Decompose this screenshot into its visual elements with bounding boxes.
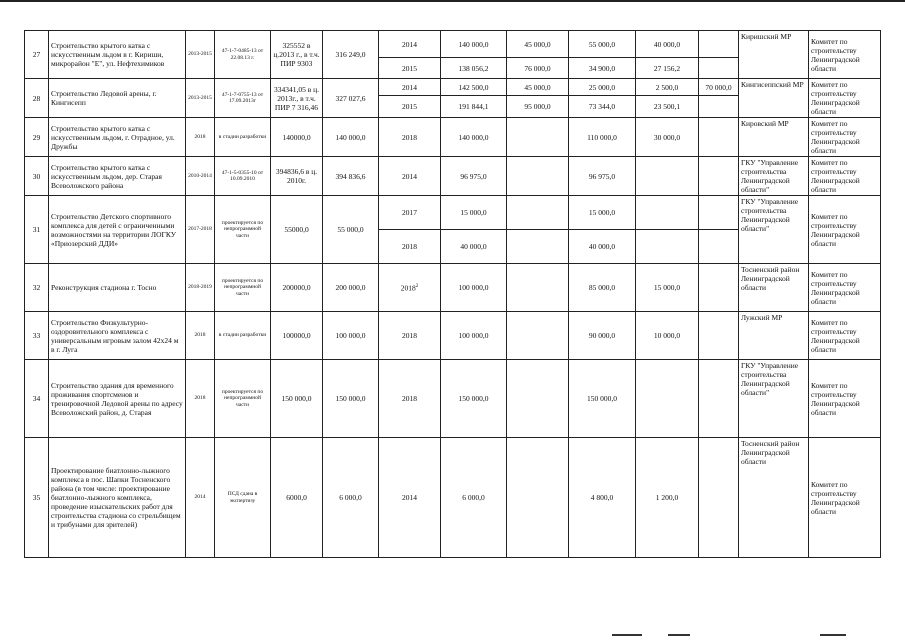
funding-other <box>699 31 739 58</box>
total-cost: 55 000,0 <box>323 196 379 264</box>
expertise-info: 47-1-7-0485-13 от 22.08.13 г. <box>215 31 271 79</box>
funding-other <box>699 58 739 79</box>
object-name: Строительство Детского спортивного комплекса для детей с ограниченными возможностями на территории ЛОГКУ «Приозерский ДДИ» <box>49 196 186 264</box>
funding-federal <box>507 438 569 558</box>
funding-local: 27 156,2 <box>636 58 699 79</box>
year-sum: 100 000,0 <box>441 264 507 312</box>
construction-period: 2018 <box>186 312 215 360</box>
total-cost: 327 027,6 <box>323 79 379 118</box>
table-row <box>25 118 881 157</box>
row-number: 27 <box>25 31 49 79</box>
funding-regional: 85 000,0 <box>569 264 636 312</box>
object-name: Строительство здания для временного проживания спортсменов и тренировочной Ледовой арены по адресу Всеволожский район, д. Старая <box>49 360 186 438</box>
table-row <box>25 312 881 360</box>
estimate-cost: 200000,0 <box>271 264 323 312</box>
state-customer: Комитет по строительству Ленинградской области <box>809 157 881 196</box>
year <box>379 157 441 196</box>
construction-period: 2010-2014 <box>186 157 215 196</box>
year <box>379 31 441 58</box>
construction-period: 2018 <box>186 118 215 157</box>
state-customer: Комитет по строительству Ленинградской области <box>809 312 881 360</box>
year-sum: 40 000,0 <box>441 230 507 264</box>
funding-regional: 40 000,0 <box>569 230 636 264</box>
table-row <box>25 79 881 96</box>
estimate-cost: 6000,0 <box>271 438 323 558</box>
funding-federal: 76 000,0 <box>507 58 569 79</box>
estimate-cost: 394836,6 в ц. 2010г. <box>271 157 323 196</box>
table-row <box>25 157 881 196</box>
responsible-org: ГКУ "Управление строительства Ленинградской области" <box>739 196 809 264</box>
year-sum: 191 844,1 <box>441 96 507 118</box>
responsible-org: Лужский МР <box>739 312 809 360</box>
state-customer: Комитет по строительству Ленинградской области <box>809 264 881 312</box>
year-sum: 6 000,0 <box>441 438 507 558</box>
year-value: 2018 <box>402 394 417 403</box>
funding-other <box>699 438 739 558</box>
funding-federal <box>507 312 569 360</box>
construction-period: 2018 <box>186 360 215 438</box>
total-cost: 100 000,0 <box>323 312 379 360</box>
state-customer: Комитет по строительству Ленинградской области <box>809 196 881 264</box>
state-customer: Комитет по строительству Ленинградской области <box>809 31 881 79</box>
object-name: Строительство крытого катка с искусственным льдом в г. Кириши, микрорайон "Е", ул. Нефтехимиков <box>49 31 186 79</box>
row-number: 28 <box>25 79 49 118</box>
responsible-org: Тосненский район Ленинградской области <box>739 264 809 312</box>
funding-federal <box>507 264 569 312</box>
expertise-info: проектируется по непрограммной части <box>215 196 271 264</box>
funding-other: 70 000,0 <box>699 79 739 96</box>
total-cost: 394 836,6 <box>323 157 379 196</box>
year-sum: 96 975,0 <box>441 157 507 196</box>
funding-other <box>699 196 739 230</box>
object-name: Строительство крытого катка с искусственным льдом, дер. Старая Всеволожского района <box>49 157 186 196</box>
funding-local <box>636 230 699 264</box>
construction-period: 2014 <box>186 438 215 558</box>
funding-other <box>699 264 739 312</box>
object-name: Строительство Ледовой арены, г. Кингисепп <box>49 79 186 118</box>
funding-local: 1 200,0 <box>636 438 699 558</box>
year <box>379 58 441 79</box>
construction-period: 2017-2018 <box>186 196 215 264</box>
funding-local <box>636 360 699 438</box>
estimate-cost: 150 000,0 <box>271 360 323 438</box>
page-top-border <box>0 0 905 2</box>
table-row <box>25 31 881 58</box>
year <box>379 438 441 558</box>
total-cost: 316 249,0 <box>323 31 379 79</box>
total-cost: 140 000,0 <box>323 118 379 157</box>
year <box>379 230 441 264</box>
funding-other <box>699 157 739 196</box>
scan-mark <box>820 634 846 636</box>
funding-other <box>699 118 739 157</box>
row-number: 31 <box>25 196 49 264</box>
year-value: 2014 <box>402 82 417 92</box>
funding-local: 10 000,0 <box>636 312 699 360</box>
funding-regional: 15 000,0 <box>569 196 636 230</box>
year-value: 2015 <box>402 102 417 112</box>
estimate-cost: 55000,0 <box>271 196 323 264</box>
row-number: 29 <box>25 118 49 157</box>
row-number: 33 <box>25 312 49 360</box>
funding-local <box>636 157 699 196</box>
object-name: Проектирование биатлонно-лыжного комплекса в пос. Шапки Тосненского района (в том числе: проектирование биатлонно-лыжного комплекса, проведение изыскательских работ для строительства стадиона со стрельбищем и трибунами для зрителей) <box>49 438 186 558</box>
funding-federal <box>507 118 569 157</box>
responsible-org: ГКУ "Управление строительства Ленинградской области" <box>739 157 809 196</box>
funding-federal: 95 000,0 <box>507 96 569 118</box>
funding-federal: 45 000,0 <box>507 31 569 58</box>
state-customer: Комитет по строительству Ленинградской области <box>809 118 881 157</box>
funding-regional: 34 900,0 <box>569 58 636 79</box>
expertise-info: 47-1-5-0355-10 от 10.09.2010 <box>215 157 271 196</box>
construction-table <box>24 30 881 558</box>
funding-other <box>699 360 739 438</box>
year-value: 2014 <box>402 493 417 502</box>
year-value: 2018 <box>402 242 417 251</box>
year <box>379 96 441 118</box>
year <box>379 360 441 438</box>
expertise-info: проектируется по непрограммной части <box>215 264 271 312</box>
funding-local: 23 500,1 <box>636 96 699 118</box>
table-row <box>25 264 881 312</box>
funding-federal <box>507 196 569 230</box>
table-row <box>25 360 881 438</box>
scan-mark <box>668 634 690 636</box>
year-value: 2017 <box>402 208 417 217</box>
funding-regional: 73 344,0 <box>569 96 636 118</box>
year-value: 2018 <box>402 132 417 142</box>
funding-regional: 25 000,0 <box>569 79 636 96</box>
expertise-info: проектируется по непрограммной части <box>215 360 271 438</box>
row-number: 34 <box>25 360 49 438</box>
year-footnote-mark: 2 <box>415 284 419 290</box>
state-customer: Комитет по строительству Ленинградской области <box>809 360 881 438</box>
funding-other <box>699 230 739 264</box>
responsible-org: Кингисеппский МР <box>739 79 809 118</box>
year-sum: 142 500,0 <box>441 79 507 96</box>
funding-other <box>699 312 739 360</box>
construction-period: 2018-2019 <box>186 264 215 312</box>
funding-federal <box>507 230 569 264</box>
object-name: Строительство крытого катка с искусственным льдом, г. Отрадное, ул. Дружбы <box>49 118 186 157</box>
table-body <box>25 31 881 558</box>
year-value: 2014 <box>402 39 417 49</box>
expertise-info: ПСД сдана в экспертизу <box>215 438 271 558</box>
construction-period: 2013-2015 <box>186 79 215 118</box>
total-cost: 150 000,0 <box>323 360 379 438</box>
year <box>379 312 441 360</box>
year-sum: 140 000,0 <box>441 118 507 157</box>
year-sum: 150 000,0 <box>441 360 507 438</box>
responsible-org: ГКУ "Управление строительства Ленинградской области" <box>739 360 809 438</box>
row-number: 32 <box>25 264 49 312</box>
estimate-cost: 334341,05 в ц. 2013г., в т.ч. ПИР 7 316,46 <box>271 79 323 118</box>
year-value: 2018 <box>402 331 417 340</box>
funding-other <box>699 96 739 118</box>
responsible-org: Киришский МР <box>739 31 809 79</box>
expertise-info: в стадии разработки <box>215 118 271 157</box>
state-customer: Комитет по строительству Ленинградской области <box>809 79 881 118</box>
year-sum: 15 000,0 <box>441 196 507 230</box>
object-name: Строительство Физкультурно-оздоровительного комплекса с универсальным игровым залом 42х24 м в г. Луга <box>49 312 186 360</box>
estimate-cost: 100000,0 <box>271 312 323 360</box>
year-sum: 100 000,0 <box>441 312 507 360</box>
table-row <box>25 196 881 230</box>
expertise-info: в стадии разработки <box>215 312 271 360</box>
funding-regional: 150 000,0 <box>569 360 636 438</box>
year-value: 2014 <box>402 171 417 181</box>
funding-local: 2 500,0 <box>636 79 699 96</box>
table-row <box>25 438 881 558</box>
responsible-org: Тосненский район Ленинградской области <box>739 438 809 558</box>
state-customer: Комитет по строительству Ленинградской области <box>809 438 881 558</box>
year-value: 2018 <box>400 283 416 293</box>
estimate-cost: 325552 в ц.2013 г., в т.ч. ПИР 9303 <box>271 31 323 79</box>
construction-period: 2013-2015 <box>186 31 215 79</box>
object-name: Реконструкция стадиона г. Тосно <box>49 264 186 312</box>
expertise-info: 47-1-7-0755-13 от 17.09.2013г <box>215 79 271 118</box>
year <box>379 264 441 312</box>
funding-regional: 110 000,0 <box>569 118 636 157</box>
funding-local: 30 000,0 <box>636 118 699 157</box>
total-cost: 6 000,0 <box>323 438 379 558</box>
row-number: 30 <box>25 157 49 196</box>
funding-regional: 4 800,0 <box>569 438 636 558</box>
funding-federal <box>507 360 569 438</box>
funding-federal: 45 000,0 <box>507 79 569 96</box>
funding-federal <box>507 157 569 196</box>
estimate-cost: 140000,0 <box>271 118 323 157</box>
total-cost: 200 000,0 <box>323 264 379 312</box>
year <box>379 79 441 96</box>
year <box>379 118 441 157</box>
year <box>379 196 441 230</box>
funding-local: 40 000,0 <box>636 31 699 58</box>
funding-regional: 90 000,0 <box>569 312 636 360</box>
year-value: 2015 <box>402 63 417 73</box>
responsible-org: Кировский МР <box>739 118 809 157</box>
row-number: 35 <box>25 438 49 558</box>
year-sum: 138 056,2 <box>441 58 507 79</box>
funding-regional: 55 000,0 <box>569 31 636 58</box>
year-sum: 140 000,0 <box>441 31 507 58</box>
funding-local: 15 000,0 <box>636 264 699 312</box>
funding-local <box>636 196 699 230</box>
funding-regional: 96 975,0 <box>569 157 636 196</box>
scan-mark <box>612 634 642 636</box>
